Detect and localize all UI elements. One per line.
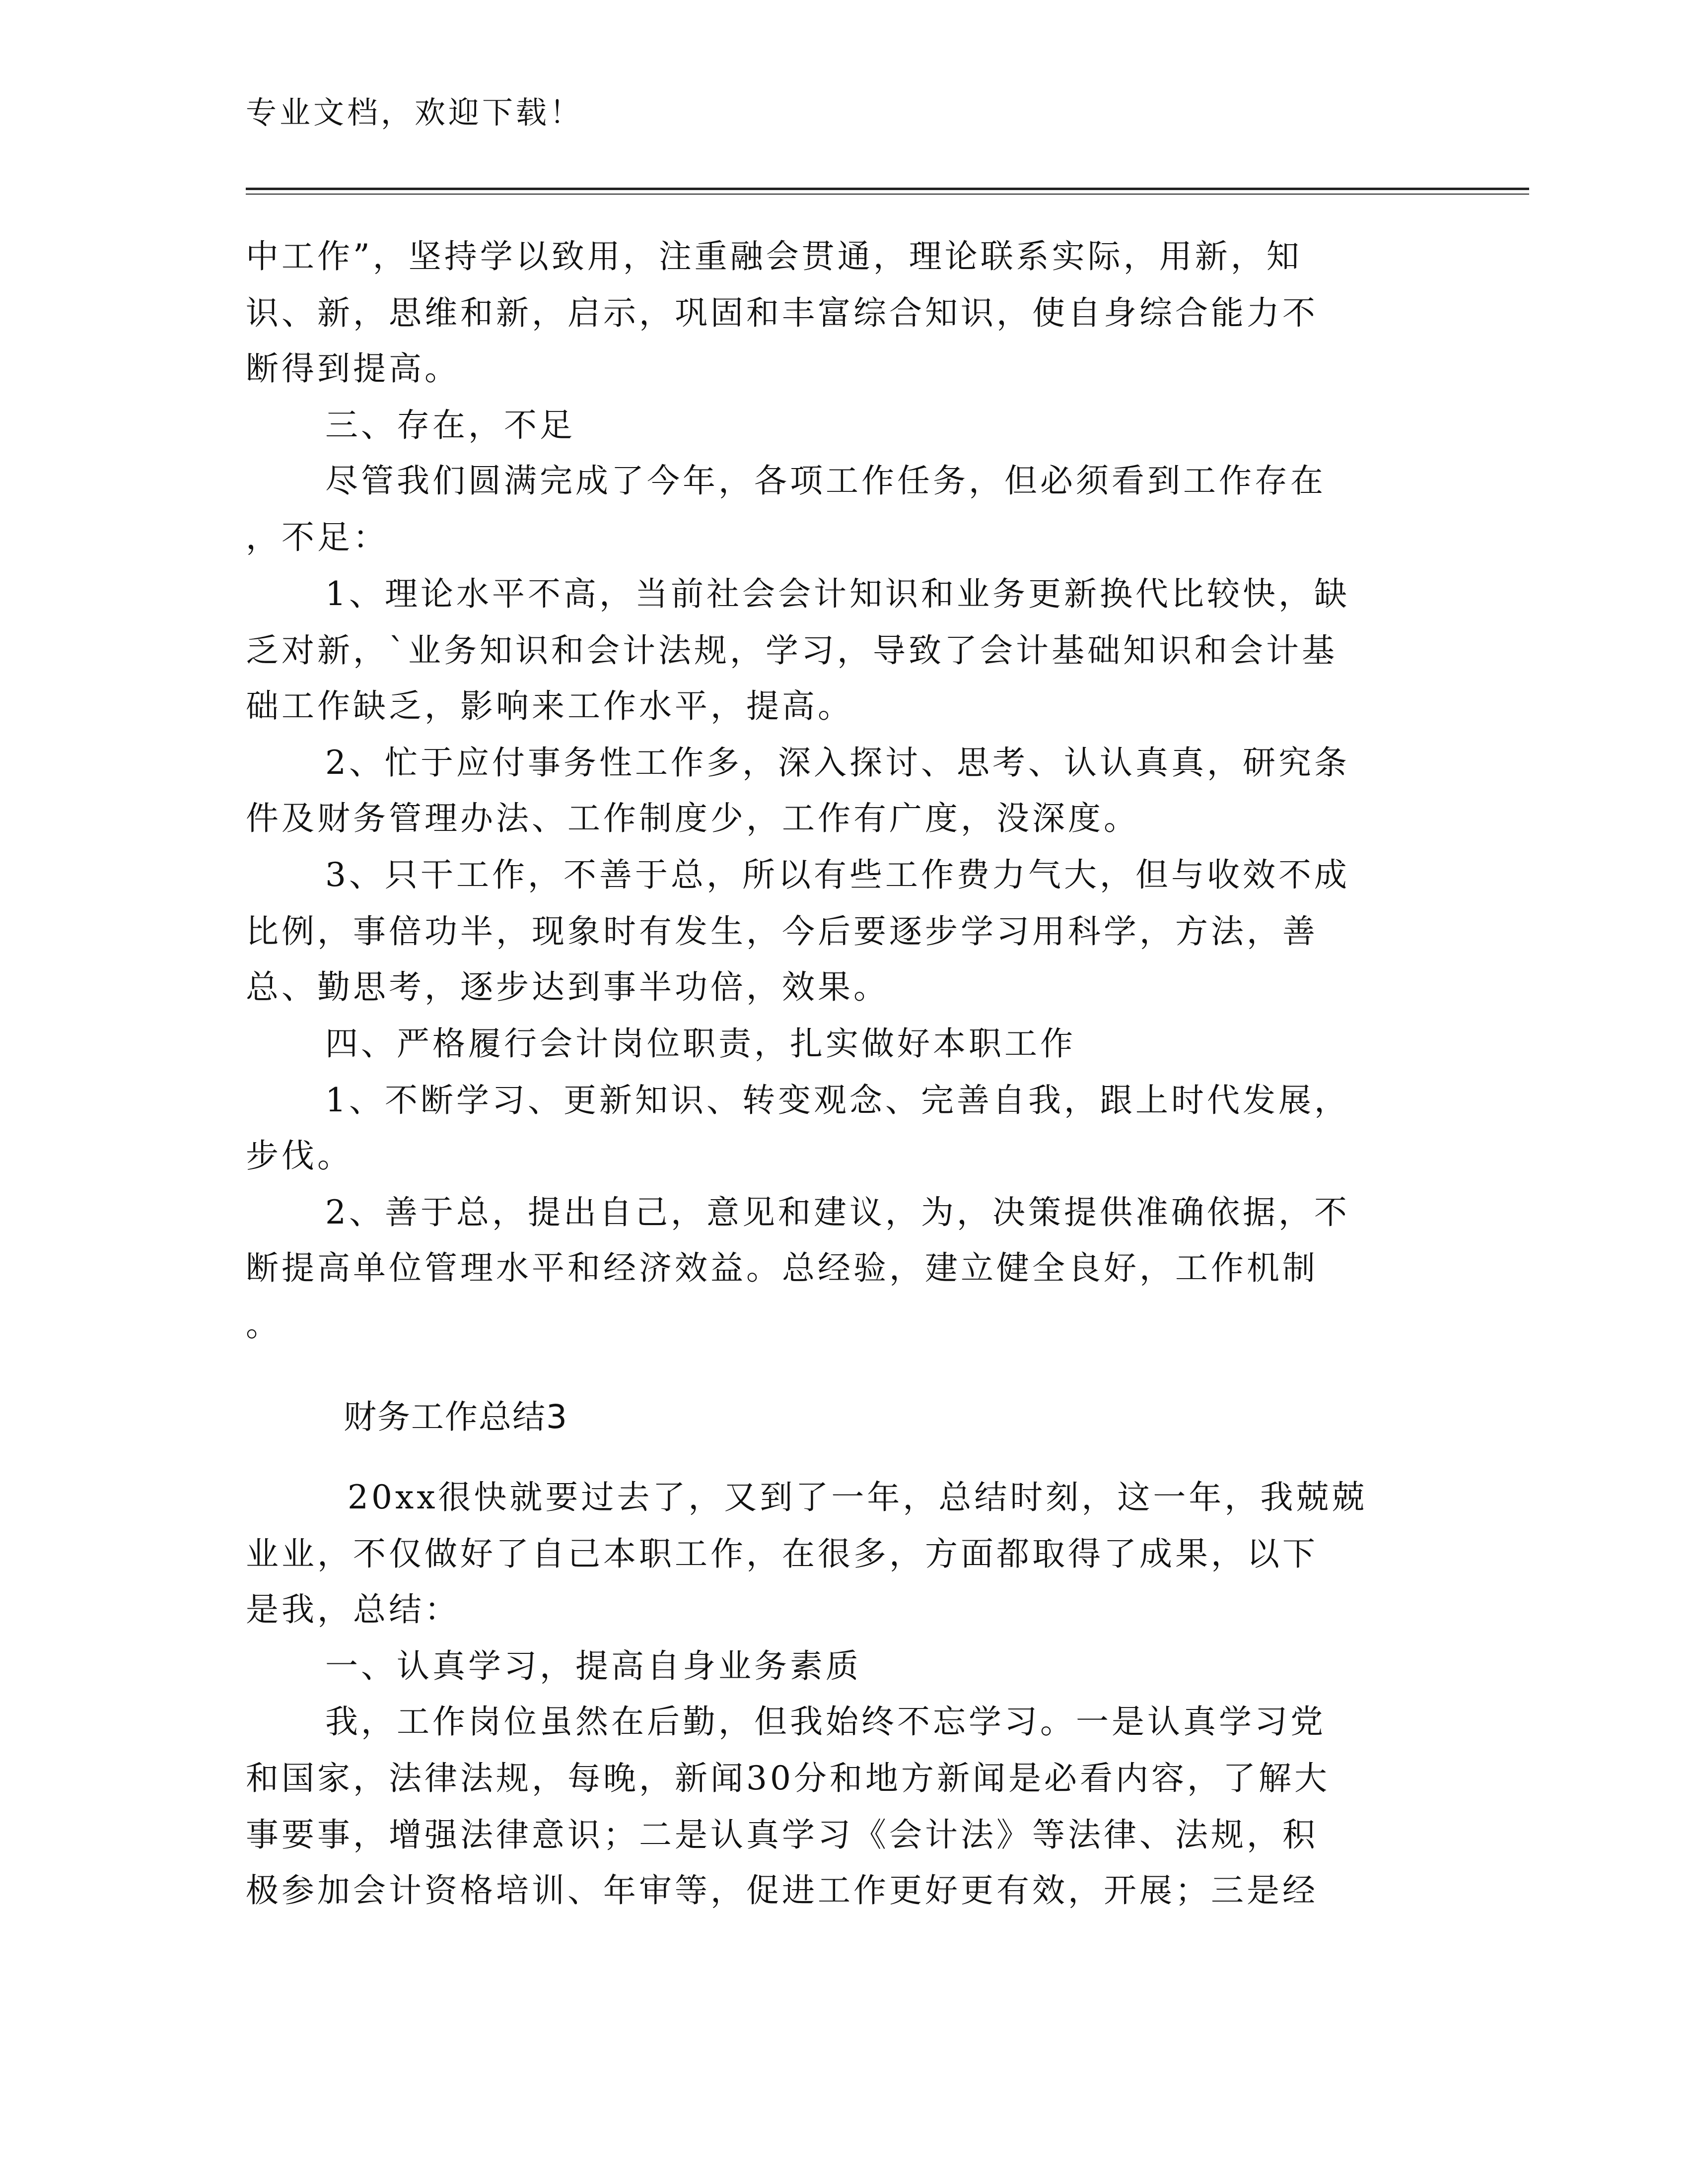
- subheading-shortcomings: 三、存在，不足: [325, 406, 575, 444]
- body-line: 识、新，思维和新，启示，巩固和丰富综合知识，使自身综合能力不: [246, 294, 1318, 332]
- header-rule-thin: [246, 194, 1529, 195]
- body-line: 断提高单位管理水平和经济效益。总经验，建立健全良好，工作机制: [246, 1249, 1318, 1287]
- section-title: 财务工作总结3: [344, 1398, 568, 1436]
- body-line: 20xx很快就要过去了，又到了一年，总结时刻，这一年，我兢兢: [348, 1478, 1368, 1516]
- body-line: 步伐。: [246, 1137, 353, 1175]
- body-line: 断得到提高。: [246, 349, 460, 388]
- body-line: 1、理论水平不高，当前社会会计知识和业务更新换代比较快，缺: [325, 575, 1350, 613]
- body-line: 乏对新，`业务知识和会计法规，学习，导致了会计基础知识和会计基: [246, 631, 1337, 670]
- body-line: 础工作缺乏，影响来工作水平，提高。: [246, 687, 853, 725]
- body-line: ，不足：: [246, 518, 389, 556]
- body-line: 我，工作岗位虽然在后勤，但我始终不忘学习。一是认真学习党: [325, 1703, 1326, 1741]
- body-line: 比例，事倍功半，现象时有发生，今后要逐步学习用科学，方法，善: [246, 912, 1318, 951]
- body-line: 是我，总结：: [246, 1590, 460, 1629]
- body-line: 事要事，增强法律意识；二是认真学习《会计法》等法律、法规，积: [246, 1816, 1318, 1854]
- body-line: 1、不断学习、更新知识、转变观念、完善自我，跟上时代发展，: [325, 1081, 1350, 1119]
- body-line: 2、忙于应付事务性工作多，深入探讨、思考、认认真真，研究条: [325, 744, 1350, 782]
- body-line: 3、只干工作，不善于总，所以有些工作费力气大，但与收效不成: [325, 856, 1350, 894]
- body-line: 中工作”，坚持学以致用，注重融会贯通，理论联系实际，用新，知: [246, 237, 1302, 275]
- body-line: 2、善于总，提出自己，意见和建议，为，决策提供准确依据，不: [325, 1193, 1350, 1231]
- header-rule-thick: [246, 188, 1529, 190]
- body-line: 尽管我们圆满完成了今年，各项工作任务，但必须看到工作存在: [325, 462, 1326, 500]
- body-line: 极参加会计资格培训、年审等，促进工作更好更有效，开展；三是经: [246, 1871, 1318, 1910]
- header-text: 专业文档，欢迎下载！: [246, 94, 584, 131]
- subheading-study: 一、认真学习，提高自身业务素质: [325, 1647, 861, 1685]
- body-line: 。: [246, 1305, 281, 1344]
- body-line: 总、勤思考，逐步达到事半功倍，效果。: [246, 968, 889, 1006]
- body-line: 和国家，法律法规，每晚，新闻30分和地方新闻是必看内容，了解大: [246, 1759, 1330, 1797]
- body-line: 业业，不仅做好了自己本职工作，在很多，方面都取得了成果，以下: [246, 1535, 1318, 1573]
- subheading-duties: 四、严格履行会计岗位职责，扎实做好本职工作: [325, 1024, 1076, 1063]
- body-line: 件及财务管理办法、工作制度少，工作有广度，没深度。: [246, 799, 1139, 837]
